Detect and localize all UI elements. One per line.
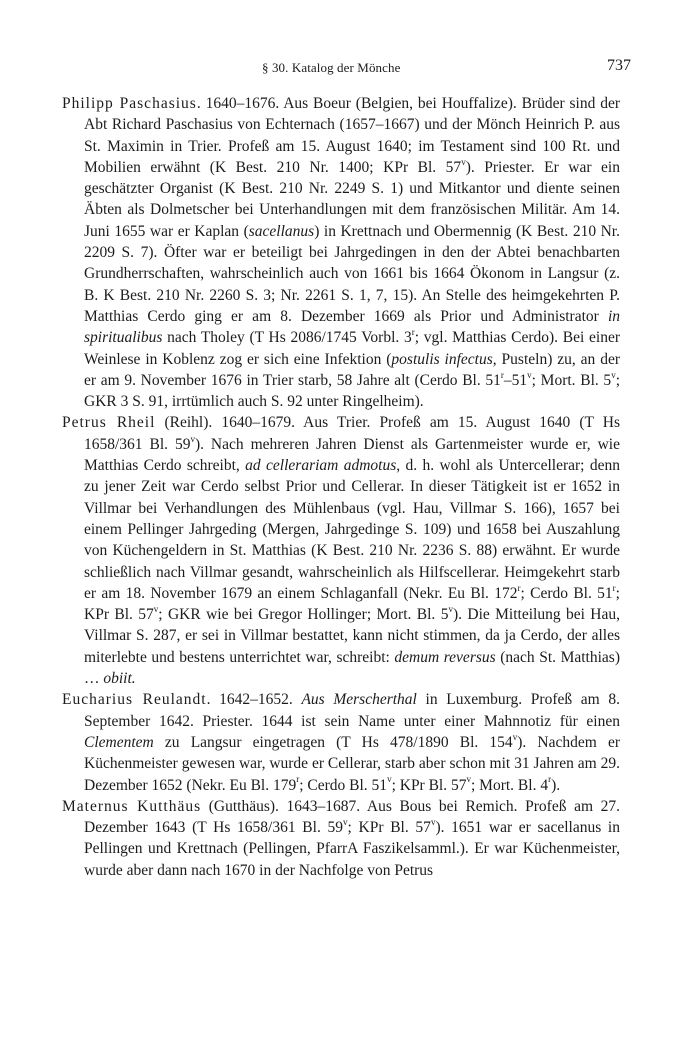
folio-side-marker: v	[430, 816, 436, 827]
folio-side-marker: v	[448, 603, 453, 614]
entry-text: in Luxemburg. Profeß am 8. September 1642. Priester. 1644 ist sein Name unter einer Mahnnotiz für einen	[84, 691, 621, 730]
monk-name: Petrus Rheil	[62, 414, 156, 432]
folio-side-marker: v	[611, 369, 616, 380]
entry-text: ). Die Mitteilung bei Hau, Villmar S. 287, er sei in Villmar bestattet, kann nicht stimmen, da ja Cerdo, der alles miterlebte und bestens unterrichtet war, schreibt:	[84, 606, 620, 666]
section-title: § 30. Katalog der Mönche	[262, 60, 401, 75]
entry-text: , Pusteln) zu, an der er am 9. November 1676 in Trier starb, 58 Jahre alt (Cerdo Bl. 51	[84, 350, 621, 389]
monk-entry	[62, 796, 620, 881]
entry-text: –51	[503, 371, 528, 389]
entry-text: (Gutthäus). 1643–1687. Aus Bous bei Remich. Profeß am 27. Dezember 1643 (T Hs 1658/361 Bl. 59	[84, 797, 620, 837]
entry-text: ; GKR wie bei Gregor Hollinger; Mort. Bl. 5	[158, 606, 449, 624]
folio-side-marker: r	[500, 369, 504, 380]
monk-entry	[62, 412, 620, 689]
entry-text: nach Tholey (T Hs 2086/1745 Vorbl. 3	[162, 329, 412, 347]
entry-text: ). Nachdem er Küchenmeister gewesen war, wurde er Cellerar, starb aber schon mit 31 Jahren am 29. Dezember 1652 (Nekr. Eu Bl. 179	[84, 733, 620, 794]
folio-side-marker: v	[190, 433, 195, 444]
folio-side-marker: r	[548, 774, 552, 785]
entry-text: ; vgl. Matthias Cerdo). Bei einer Weinlese in Koblenz zog er sich eine Infektion (	[84, 329, 620, 368]
latin-term: ad cellerariam admotus	[245, 457, 397, 475]
folio-side-marker: r	[296, 774, 300, 785]
entry-text: ; GKR 3 S. 91, irrtümlich auch S. 92 unter Ringelheim).	[84, 371, 620, 411]
folio-side-marker: r	[612, 582, 616, 593]
latin-term: obiit.	[103, 670, 136, 688]
entry-text: . 1642–1652.	[206, 691, 302, 709]
entry-text: ). 1651 war er sacellanus in Pellingen und Krettnach (Pellingen, PfarrA Faszikelsamml.). Er war Küchenmeister, wurde aber dann nach 1670 in der Nachfolge von Petrus	[84, 819, 620, 879]
entry-text: ; KPr Bl. 57	[347, 819, 431, 837]
monk-name: Maternus Kutthäus	[62, 797, 202, 815]
entry-text: ; Mort. Bl. 4	[471, 776, 549, 794]
latin-term: in spiritualibus	[84, 307, 620, 347]
folio-side-marker: v	[461, 156, 466, 167]
monk-name: Philipp Paschasius	[62, 95, 197, 112]
folio-side-marker: r	[411, 327, 415, 338]
folio-side-marker: v	[512, 731, 518, 742]
latin-term: postulis infectus	[391, 350, 493, 368]
monk-name: Eucharius Reulandt	[62, 691, 207, 709]
entry-text: ; KPr Bl. 57	[84, 584, 620, 624]
latin-term: Clementem	[84, 733, 154, 751]
folio-side-marker: v	[466, 774, 471, 785]
entry-text: (nach St. Matthias) …	[84, 648, 620, 688]
entry-text: ; Cerdo Bl. 51	[520, 584, 613, 602]
latin-term: sacellanus	[248, 222, 315, 240]
catalog-entries	[62, 93, 620, 881]
monk-entry	[62, 93, 620, 412]
folio-side-marker: v	[153, 603, 159, 614]
entry-text: ; KPr Bl. 57	[391, 776, 467, 794]
entry-text: . 1640–1676. Aus Boeur (Belgien, bei Houffalize). Brüder sind der Abt Richard Paschasius von Echternach (1657–1667) und der Mönch Heinrich P. aus St. Maximin in Trier. Profeß am 15. August 1640; im Testament sind 100 Rt. und Mobilien erwähnt (K Best. 210 Nr. 1400; KPr Bl. 57	[84, 95, 620, 176]
folio-side-marker: v	[343, 816, 348, 827]
page-number: 737	[607, 57, 631, 74]
entry-text: zu Langsur eingetragen (T Hs 478/1890 Bl. 154	[153, 733, 513, 751]
entry-text: , d. h. wohl als Untercellerar; denn zu jener Zeit war Cerdo selbst Prior und Cellerar. In dieser Tätigkeit ist er 1652 in Villmar bei Verhandlungen des Mühlenbaus (vgl. Hau, Villmar S. 166), 1657 bei einem Pellinger Jahrgeding (Mergen, Jahrgedinge S. 109) und 1658 bei Auszahlung von Küchengeldern in St. Matthias (K Best. 210 Nr. 2236 S. 88) erwähnt. Er wurde schließlich nach Villmar gesandt, wahrscheinlich als Hilfscellerar. Heimgekehrt starb er am 18. November 1679 an einem Schlaganfall (Nekr. Eu Bl. 172	[84, 457, 620, 602]
entry-text: ).	[551, 776, 561, 794]
folio-side-marker: v	[387, 774, 392, 785]
running-header	[0, 57, 700, 79]
entry-text: (Reihl). 1640–1679. Aus Trier. Profeß am 15. August 1640 (T Hs 1658/361 Bl. 59	[84, 414, 620, 453]
folio-side-marker: r	[517, 582, 521, 593]
latin-term: Aus Merscherthal	[301, 691, 417, 709]
entry-text: ) in Krettnach und Obermennig (K Best. 210 Nr. 2209 S. 7). Öfter war er beteiligt bei Jahrgedingen in den der Abtei benachbarten Grundherrschaften, wahrscheinlich auch von 1661 bis 1664 Ökonom in Langsur (z. B. K Best. 210 Nr. 2260 S. 3; Nr. 2261 S. 1, 7, 15). An Stelle des heimgekehrten P. Matthias Cerdo ging er am 8. Dezember 1669 als Prior und Administrator	[84, 222, 620, 325]
folio-side-marker: v	[527, 369, 532, 380]
entry-text: ). Nach mehreren Jahren Dienst als Gartenmeister wurde er, wie Matthias Cerdo schreibt,	[84, 435, 620, 475]
entry-text: ). Priester. Er war ein geschätzter Organist (K Best. 210 Nr. 2249 S. 1) und Mitkantor und diente seinen Äbten als Dolmetscher bei Unterhandlungen mit dem französischen Militär. Am 14. Juni 1655 war er Kaplan (	[84, 158, 620, 240]
entry-text: ; Cerdo Bl. 51	[299, 776, 388, 794]
entry-text: ; Mort. Bl. 5	[531, 371, 612, 389]
monk-entry	[62, 689, 620, 795]
latin-term: demum reversus	[394, 648, 496, 666]
